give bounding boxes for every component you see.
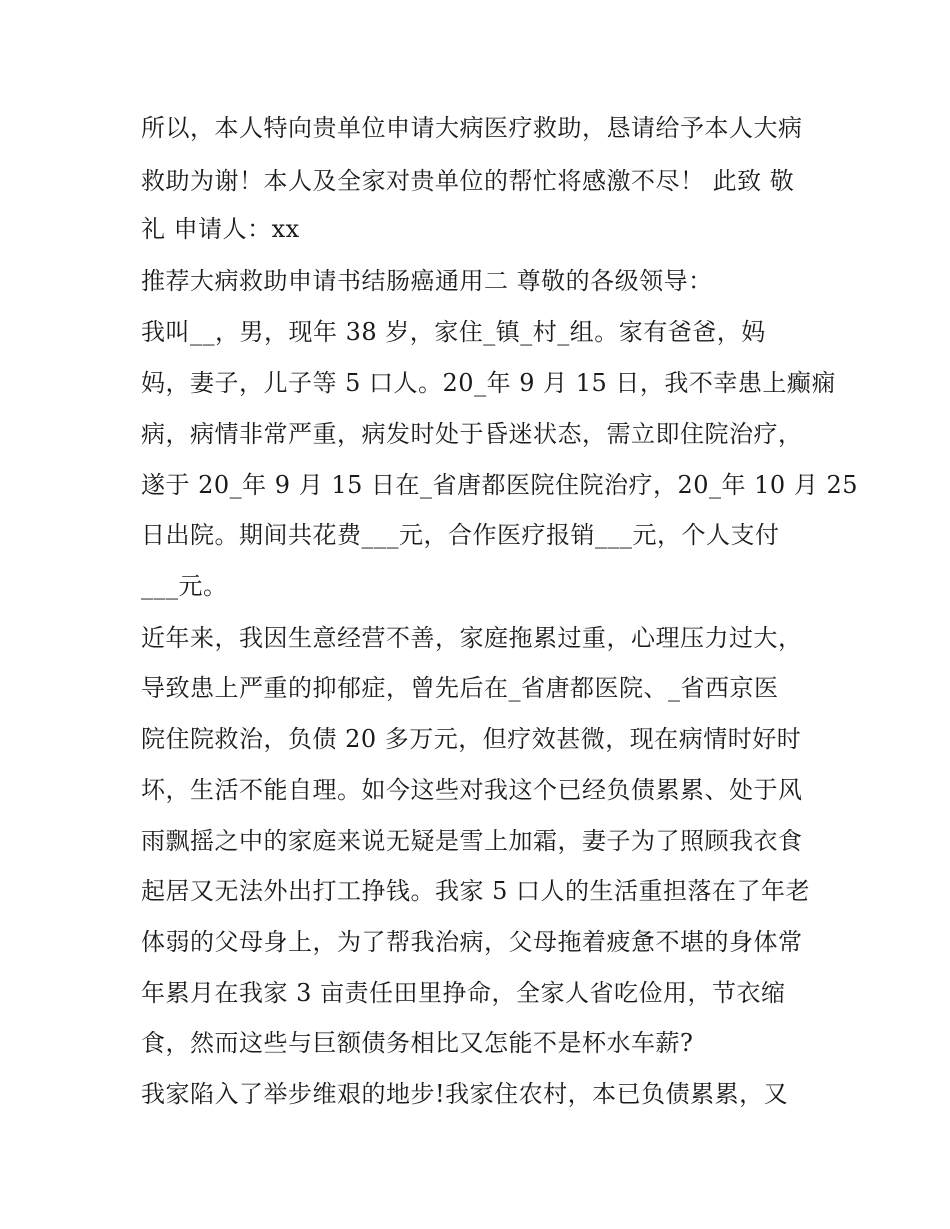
text-line: 救助为谢！本人及全家对贵单位的帮忙将感激不尽！ 此致 敬 [141, 167, 795, 195]
text-line: 院住院救治，负债 20 多万元，但疗效甚微，现在病情时好时 [141, 725, 802, 753]
text-line: 所以，本人特向贵单位申请大病医疗救助，恳请给予本人大病 [141, 114, 803, 142]
text-line: 雨飘摇之中的家庭来说无疑是雪上加霜，妻子为了照顾我衣食 [141, 827, 803, 855]
text-line: 起居又无法外出打工挣钱。我家 5 口人的生活重担落在了年老 [141, 877, 811, 905]
text-line: 年累月在我家 3 亩责任田里挣命，全家人省吃俭用，节衣缩 [141, 979, 786, 1007]
text-line: 妈，妻子，儿子等 5 口人。20_年 9 月 15 日，我不幸患上癫痫 [141, 369, 836, 397]
text-line: 日出院。期间共花费___元，合作医疗报销___元，个人支付 [141, 521, 780, 549]
text-line: 体弱的父母身上，为了帮我治病，父母拖着疲惫不堪的身体常 [141, 928, 803, 956]
text-line: 近年来，我因生意经营不善，家庭拖累过重，心理压力过大， [141, 624, 803, 652]
text-line: 我家陷入了举步维艰的地步!我家住农村，本已负债累累，又 [141, 1080, 789, 1108]
text-line: 导致患上严重的抑郁症，曾先后在_省唐都医院、_省西京医 [141, 674, 779, 702]
text-line: 礼 申请人：xx [141, 215, 300, 243]
text-line: 我叫__，男，现年 38 岁，家住_镇_村_组。家有爸爸，妈 [141, 318, 766, 346]
text-line: 食，然而这些与巨额债务相比又怎能不是杯水车薪? [141, 1029, 694, 1057]
text-line: 坏，生活不能自理。如今这些对我这个已经负债累累、处于风 [141, 776, 803, 804]
text-line: 病，病情非常严重，病发时处于昏迷状态，需立即住院治疗， [141, 420, 803, 448]
text-line: 遂于 20_年 9 月 15 日在_省唐都医院住院治疗，20_年 10 月 25 [141, 471, 858, 499]
text-line: ___元。 [141, 572, 228, 600]
text-line: 推荐大病救助申请书结肠癌通用二 尊敬的各级领导： [141, 267, 713, 295]
